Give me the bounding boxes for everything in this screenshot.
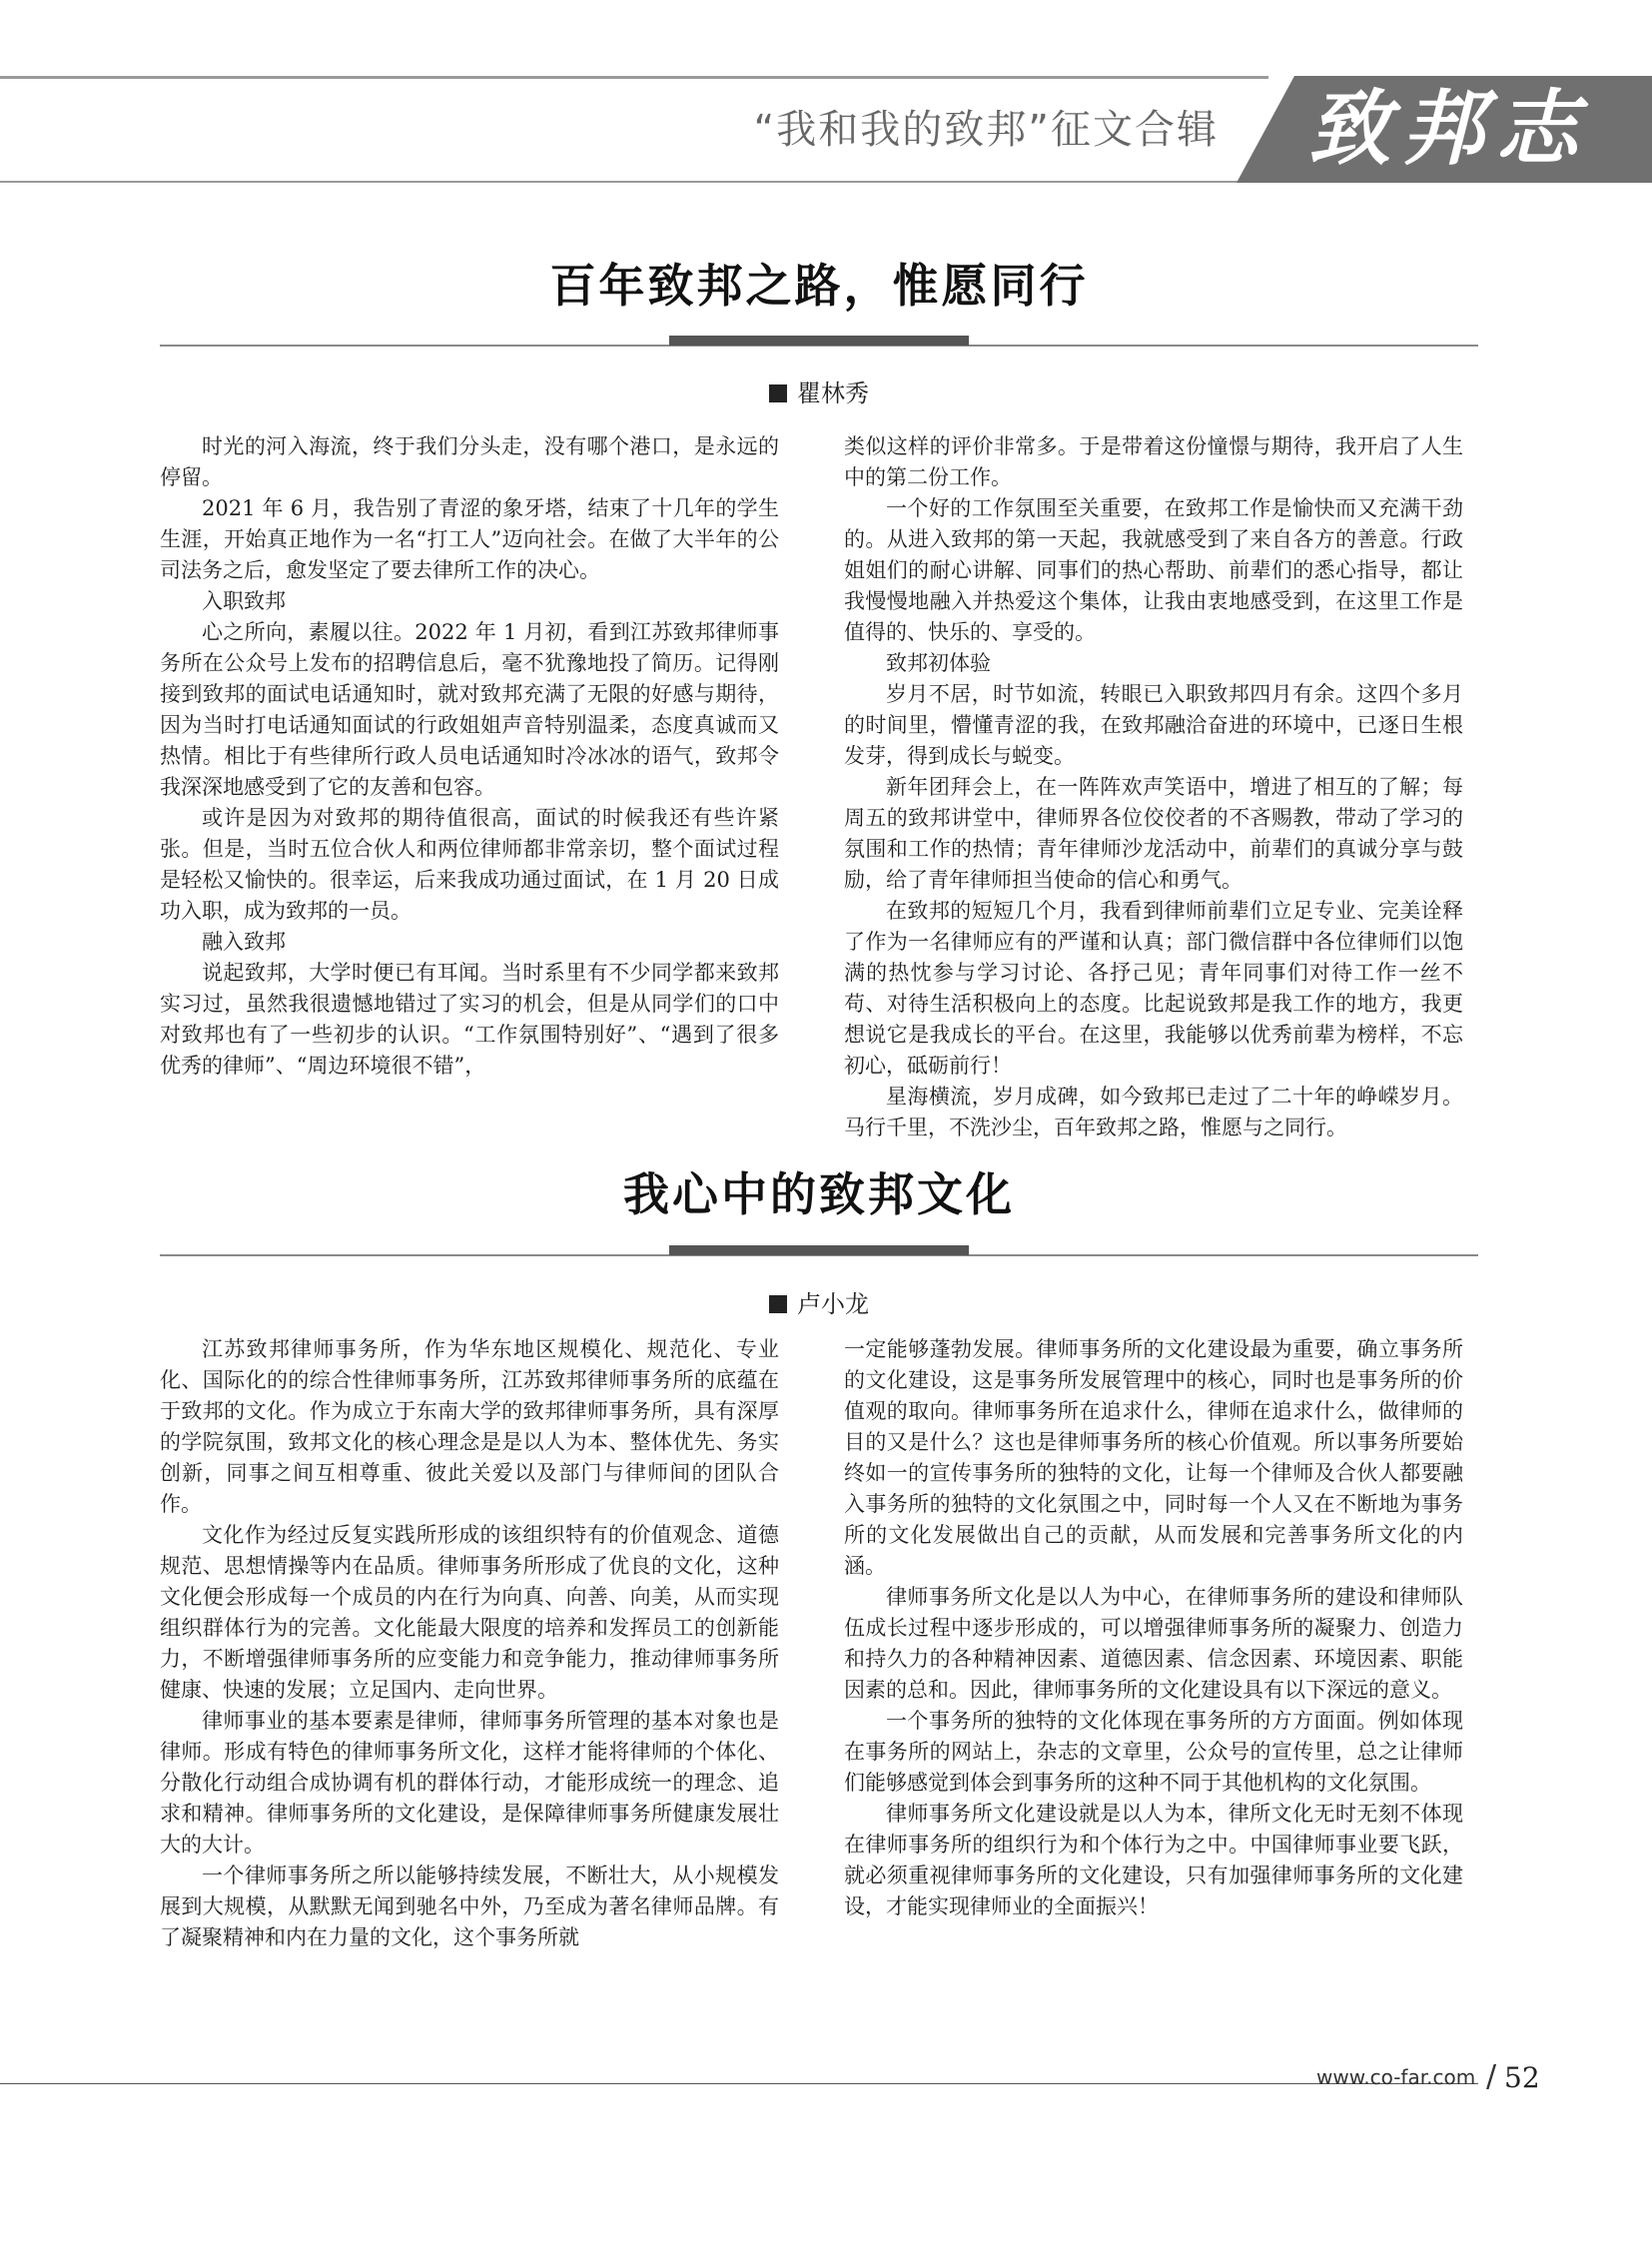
paragraph: 一个律师事务所之所以能够持续发展，不断壮大，从小规模发展到大规模，从默默无闻到驰名中外，乃至成为著名律师品牌。有了凝聚精神和内在力量的文化，这个事务所就 — [160, 1864, 779, 1949]
paragraph: 一个好的工作氛围至关重要，在致邦工作是愉快而又充满干劲的。从进入致邦的第一天起，我就感受到了来自各方的善意。行政姐姐们的耐心讲解、同事们的热心帮助、前辈们的悉心指导，都让我慢慢地融入并热爱这个集体，让我由衷地感受到，在这里工作是值得的、快乐的、享受的。 — [844, 496, 1463, 644]
footer-url: www.co-far.com — [1316, 2065, 1476, 2089]
byline-square-icon — [769, 384, 787, 402]
section-heading: 融入致邦 — [202, 930, 286, 954]
article-2-byline — [160, 1284, 1478, 1319]
byline-square-icon — [769, 1295, 787, 1313]
article-1-title-rule-bar — [669, 336, 969, 346]
paragraph: 一定能够蓬勃发展。律师事务所的文化建设最为重要，确立事务所的文化建设，这是事务所发展管理中的核心，同时也是事务所的价值观的取向。律师事务所在追求什么，律师在追求什么，做律师的目的又是什么？这也是律师事务所的核心价值观。所以事务所要始终如一的宣传事务所的独特的文化，让每一个律师及合伙人都要融入事务所的独特的文化氛围之中，同时每一个人又在不断地为事务所的文化发展做出自己的贡献，从而发展和完善事务所文化的内涵。 — [844, 1337, 1463, 1578]
paragraph: 2021 年 6 月，我告别了青涩的象牙塔，结束了十几年的学生生涯，开始真正地作为一名“打工人”迈向社会。在做了大半年的公司法务之后，愈发坚定了要去律所工作的决心。 — [160, 496, 779, 582]
section-heading: 入职致邦 — [202, 589, 286, 613]
paragraph: 文化作为经过反复实践所形成的该组织特有的价值观念、道德规范、思想情操等内在品质。律师事务所形成了优良的文化，这种文化便会形成每一个成员的内在行为向真、向善、向美，从而实现组织群体行为的完善。文化能最大限度的培养和发挥员工的创新能力，不断增强律师事务所的应变能力和竞争能力，推动律师事务所健康、快速的发展；立足国内、走向世界。 — [160, 1523, 779, 1702]
brand-name: 致邦志 — [1308, 82, 1590, 177]
footer-rule — [0, 2083, 1478, 2084]
series-title: “我和我的致邦”征文合辑 — [753, 107, 1219, 153]
paragraph: 岁月不居，时节如流，转眼已入职致邦四月有余。这四个多月的时间里，懵懂青涩的我，在致邦融洽奋进的环境中，已逐日生根发芽，得到成长与蜕变。 — [844, 682, 1463, 768]
paragraph: 律师事业的基本要素是律师，律师事务所管理的基本对象也是律师。形成有特色的律师事务所文化，这样才能将律师的个体化、分散化行动组合成协调有机的群体行动，才能形成统一的理念、追求和精神。律师事务所的文化建设，是保障律师事务所健康发展壮大的大计。 — [160, 1709, 779, 1857]
paragraph: 在致邦的短短几个月，我看到律师前辈们立足专业、完美诠释了作为一名律师应有的严谨和认真；部门微信群中各位律师们以饱满的热忱参与学习讨论、各抒己见；青年同事们对待工作一丝不苟、对待生活积极向上的态度。比起说致邦是我工作的地方，我更想说它是我成长的平台。在这里，我能够以优秀前辈为榜样，不忘初心，砥砺前行！ — [844, 899, 1463, 1078]
page-number: 52 — [1504, 2061, 1540, 2094]
paragraph: 星海横流，岁月成碑，如今致邦已走过了二十年的峥嵘岁月。马行千里，不洗沙尘，百年致邦之路，惟愿与之同行。 — [844, 1085, 1463, 1139]
header-rule-top — [0, 76, 1268, 79]
paragraph: 律师事务所文化建设就是以人为本，律所文化无时无刻不体现在律师事务所的组织行为和个体行为之中。中国律师事业要飞跃，就必须重视律师事务所的文化建设，只有加强律师事务所的文化建设，才能实现律师业的全面振兴！ — [844, 1802, 1463, 1918]
article-1-right-column — [844, 431, 1463, 1143]
header-rule-bottom — [0, 181, 1268, 183]
paragraph: 江苏致邦律师事务所，作为华东地区规模化、规范化、专业化、国际化的的综合性律师事务所，江苏致邦律师事务所的底蕴在于致邦的文化。作为成立于东南大学的致邦律师事务所，具有深厚的学院氛围，致邦文化的核心理念是是以人为本、整体优先、务实创新，同事之间互相尊重、彼此关爱以及部门与律师间的团队合作。 — [160, 1337, 779, 1516]
article-2-left-column — [160, 1334, 779, 1953]
section-heading: 致邦初体验 — [886, 651, 991, 675]
paragraph: 类似这样的评价非常多。于是带着这份憧憬与期待，我开启了人生中的第二份工作。 — [844, 434, 1463, 489]
paragraph: 一个事务所的独特的文化体现在事务所的方方面面。例如体现在事务所的网站上，杂志的文章里，公众号的宣传里，总之让律师们能够感觉到体会到事务所的这种不同于其他机构的文化氛围。 — [844, 1709, 1463, 1795]
article-1-left-column — [160, 431, 779, 1082]
article-1-author: 瞿林秀 — [797, 379, 869, 407]
paragraph: 心之所向，素履以往。2022 年 1 月初，看到江苏致邦律师事务所在公众号上发布的招聘信息后，毫不犹豫地投了简历。记得刚接到致邦的面试电话通知时，就对致邦充满了无限的好感与期待，因为当时打电话通知面试的行政姐姐声音特别温柔，态度真诚而又热情。相比于有些律所行政人员电话通知时冷冰冰的语气，致邦令我深深地感受到了它的友善和包容。 — [160, 620, 779, 799]
paragraph: 或许是因为对致邦的期待值很高，面试的时候我还有些许紧张。但是，当时五位合伙人和两位律师都非常亲切，整个面试过程是轻松又愉快的。很幸运，后来我成功通过面试，在 1 月 20 日成功入职，成为致邦的一员。 — [160, 806, 779, 923]
paragraph: 说起致邦，大学时便已有耳闻。当时系里有不少同学都来致邦实习过，虽然我很遗憾地错过了实习的机会，但是从同学们的口中对致邦也有了一些初步的认识。“工作氛围特别好”、“遇到了很多优秀的律师”、“周边环境很不错”， — [160, 961, 779, 1078]
article-2-title-rule-bar — [669, 1245, 969, 1255]
article-1-byline — [160, 374, 1478, 408]
article-2-title: 我心中的致邦文化 — [623, 1167, 1015, 1221]
paragraph: 律师事务所文化是以人为中心，在律师事务所的建设和律师队伍成长过程中逐步形成的，可以增强律师事务所的凝聚力、创造力和持久力的各种精神因素、道德因素、信念因素、环境因素、职能因素的总和。因此，律师事务所的文化建设具有以下深远的意义。 — [844, 1585, 1463, 1702]
paragraph: 时光的河入海流，终于我们分头走，没有哪个港口，是永远的停留。 — [160, 434, 779, 489]
article-2-right-column — [844, 1334, 1463, 1922]
footer-separator: / — [1486, 2059, 1497, 2094]
paragraph: 新年团拜会上，在一阵阵欢声笑语中，增进了相互的了解；每周五的致邦讲堂中，律师界各位佼佼者的不吝赐教，带动了学习的氛围和工作的热情；青年律师沙龙活动中，前辈们的真诚分享与鼓励，给了青年律师担当使命的信心和勇气。 — [844, 775, 1463, 892]
article-1-title: 百年致邦之路，惟愿同行 — [549, 259, 1089, 313]
article-2-author: 卢小龙 — [797, 1290, 869, 1318]
